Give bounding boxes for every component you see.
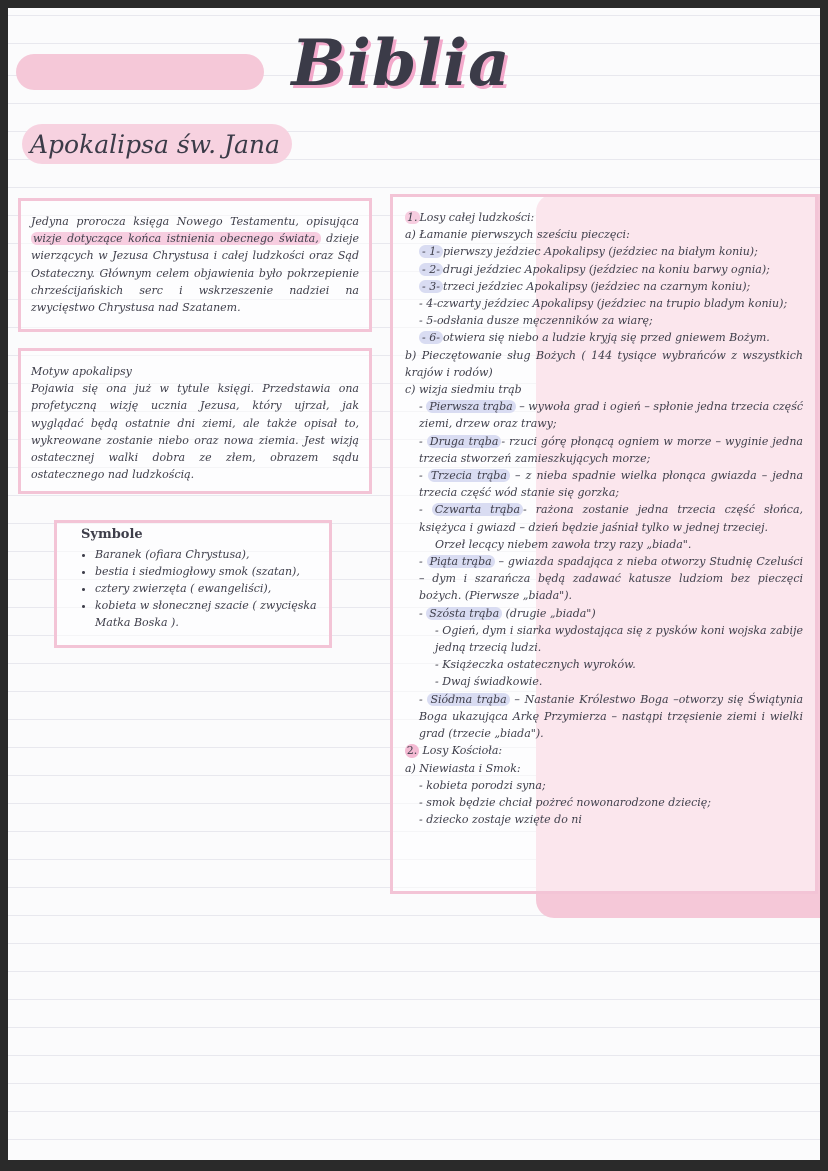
section-1-title: Losy całej ludzkości: xyxy=(419,211,535,224)
seal-mark: - 3- xyxy=(419,280,443,293)
trumpet-text: – Nastanie Królestwo Boga –otworzy się Świątynia Boga ukazująca Arkę Przymierza – nastąpi trzęsienie ziemi i wielki grad (trzecie „biada"). xyxy=(419,692,803,741)
trumpet-label: Siódma trąba xyxy=(427,693,509,706)
trumpet-text: – z nieba spadnie wielka płonąca gwiazda – jedna trzecia część wód stanie się gorzka; xyxy=(419,469,803,500)
trumpet-item: - Czwarta trąba - rażona zostanie jedna trzecia część słońca, księżyca i gwiazd – dzień będzie jaśniał tylko w jednej trzeciej. xyxy=(419,503,803,534)
section-2-heading xyxy=(405,742,803,759)
seal-text: pierwszy jeździec Apokalipsy (jeździec na białym koniu); xyxy=(442,245,758,259)
sixth-trumpet-item: - Dwaj świadkowie. xyxy=(435,675,543,689)
section-1-heading xyxy=(405,209,803,226)
woman-dragon-title: a) Niewiasta i Smok: xyxy=(405,761,521,775)
seal-text: otwiera się niebo a ludzie kryją się przed gniewem Bożym. xyxy=(442,331,770,345)
trumpet-label: Trzecia trąba xyxy=(428,469,510,482)
section-2-title: Losy Kościoła: xyxy=(419,744,503,758)
trumpet-label: Szósta trąba xyxy=(426,607,502,620)
seal-item xyxy=(405,329,803,346)
trumpet-item: - Trzecia trąba – z nieba spadnie wielka płonąca gwiazda – jedna trzecia część wód stanie się gorzka; xyxy=(419,469,803,500)
motyw-box xyxy=(18,348,372,494)
seal-item xyxy=(405,278,803,295)
trumpets-title: c) wizja siedmiu trąb xyxy=(405,383,522,397)
sixth-trumpet-item: - Ogień, dym i siarka wydostająca się z pysków koni wojska zabije jedną trzecią ludzi. xyxy=(435,623,803,655)
trumpet-text: – gwiazda spadająca z nieba otworzy Studnię Czeluści – dym i szarańcza będą zadawać katusze ludziom bez pieczęci bożych. (Pierwsze „biada"). xyxy=(419,555,803,603)
trumpet-text: - rażona zostanie jedna trzecia część słońca, księżyca i gwiazd – dzień będzie jaśniał tylko w jednej trzeciej. xyxy=(419,503,803,534)
seal-item xyxy=(405,312,803,329)
trumpet-text: (drugie „biada") xyxy=(502,606,596,620)
intro-part2: dzieje wierzących w Jezusa Chrystusa i całej ludzkości oraz Sąd Ostateczny. Głównym celem objawienia było pokrzepienie chrześcijańskich serc i wskrzeszenie nadziei na zwycięstwo Chrystusa nad Szatanem. xyxy=(31,232,359,315)
intro-part1: Jedyna prorocza księga Nowego Testamentu, opisująca xyxy=(31,215,359,228)
seal-text: czwarty jeździec Apokalipsy (jeździec na trupio bladym koniu); xyxy=(436,297,788,311)
seals-title: a) Łamanie pierwszych sześciu pieczęci: xyxy=(405,228,630,242)
seal-mark: - 6- xyxy=(419,331,443,344)
apocalypse-text xyxy=(405,209,803,828)
symbole-title: Symbole xyxy=(81,527,143,542)
sealing-text: b) Pieczętowanie sług Bożych ( 144 tysiące wybrańców z wszystkich krajów i rodów) xyxy=(405,348,803,379)
list-item: • kobieta w słonecznej szacie ( zwycięska Matka Boska ). xyxy=(95,597,319,631)
trumpet-text: – wywoła grad i ogień – spłonie jedna trzecia część ziemi, drzew oraz trawy; xyxy=(419,400,804,431)
notebook-page xyxy=(8,8,820,1160)
seal-mark: - 5- xyxy=(419,314,437,328)
trumpet-item: - Szósta trąba (drugie „biada") xyxy=(419,606,596,620)
list-item: - dziecko zostaje wzięte do ni xyxy=(419,813,582,827)
trumpet-item: - Pierwsza trąba – wywoła grad i ogień – spłonie jedna trzecia część ziemi, drzew oraz trawy; xyxy=(419,400,804,431)
section-1-number: 1. xyxy=(407,211,418,224)
intro-highlight: wizje dotyczące końca istnienia obecnego świata, xyxy=(33,232,319,246)
trumpet-label: Druga trąba xyxy=(427,435,502,448)
list-item: • bestia i siedmiogłowy smok (szatan), xyxy=(95,563,319,580)
seal-mark: - 2- xyxy=(419,263,443,276)
motyw-text xyxy=(31,363,359,483)
intro-text xyxy=(31,213,359,316)
trumpet-item: - Piąta trąba – gwiazda spadająca z nieba otworzy Studnię Czeluści – dym i szarańcza będą zadawać katusze ludziom bez pieczęci bożych. (Pierwsze „biada"). xyxy=(419,555,803,603)
motyw-heading: Motyw apokalipsy xyxy=(31,365,132,378)
symbole-box xyxy=(54,520,332,648)
seal-mark: - 1- xyxy=(419,245,443,258)
list-item: - kobieta porodzi syna; xyxy=(419,778,546,792)
trumpet-item: - Druga trąba - rzuci górę płonącą ogniem w morze – wyginie jedna trzecia stworzeń zamieszkujących morze; xyxy=(419,434,803,465)
seal-text: drugi jeździec Apokalipsy (jeździec na koniu barwy ognia); xyxy=(442,262,770,276)
trumpet-item: - Siódma trąba – Nastanie Królestwo Boga –otworzy się Świątynia Boga ukazująca Arkę Przymierza – nastąpi trzęsienie ziemi i wielki grad (trzecie „biada"). xyxy=(419,692,803,741)
sixth-trumpet-item: - Książeczka ostatecznych wyroków. xyxy=(435,658,636,672)
trumpet-label: Pierwsza trąba xyxy=(426,400,515,413)
page-title: Biblia xyxy=(291,26,511,101)
title-band-left xyxy=(16,54,264,90)
symbole-list xyxy=(67,546,319,631)
seal-item xyxy=(405,295,803,312)
seal-mark: - 4- xyxy=(419,297,437,311)
motyw-body: Pojawia się ona już w tytule księgi. Przedstawia ona profetyczną wizję ucznia Jezusa, który ujrzał, jak wyglądać będą ostatnie dni ziemi, ale także opisał to, wykreowane zostanie niebo oraz nowa ziemia. Jest wizją ostatecznej walki dobra ze złem, obrazem sądu ostatecznego nad ludzkością. xyxy=(31,382,359,482)
list-item: • cztery zwierzęta ( ewangeliści), xyxy=(95,580,319,597)
trumpet-text: - rzuci górę płonącą ogniem w morze – wyginie jedna trzecia stworzeń zamieszkujących morze; xyxy=(419,434,803,465)
trumpet-label: Piąta trąba xyxy=(427,555,495,568)
page-subtitle: Apokalipsa św. Jana xyxy=(30,130,280,159)
seal-text: trzeci jeździec Apokalipsy (jeździec na czarnym koniu); xyxy=(442,279,751,293)
section-2-number: 2. xyxy=(406,744,418,758)
seal-item xyxy=(405,261,803,278)
apocalypse-content-box xyxy=(390,194,818,894)
list-item: - smok będzie chciał pożreć nowonarodzone dziecię; xyxy=(419,795,711,809)
intro-box xyxy=(18,198,372,332)
seal-text: odsłania dusze męczenników za wiarę; xyxy=(436,314,653,328)
seal-item xyxy=(405,243,803,260)
eagle-text: Orzeł lecący niebem zawoła trzy razy „biada". xyxy=(435,537,692,551)
trumpet-label: Czwarta trąba xyxy=(432,503,523,516)
list-item: • Baranek (ofiara Chrystusa), xyxy=(95,546,319,563)
